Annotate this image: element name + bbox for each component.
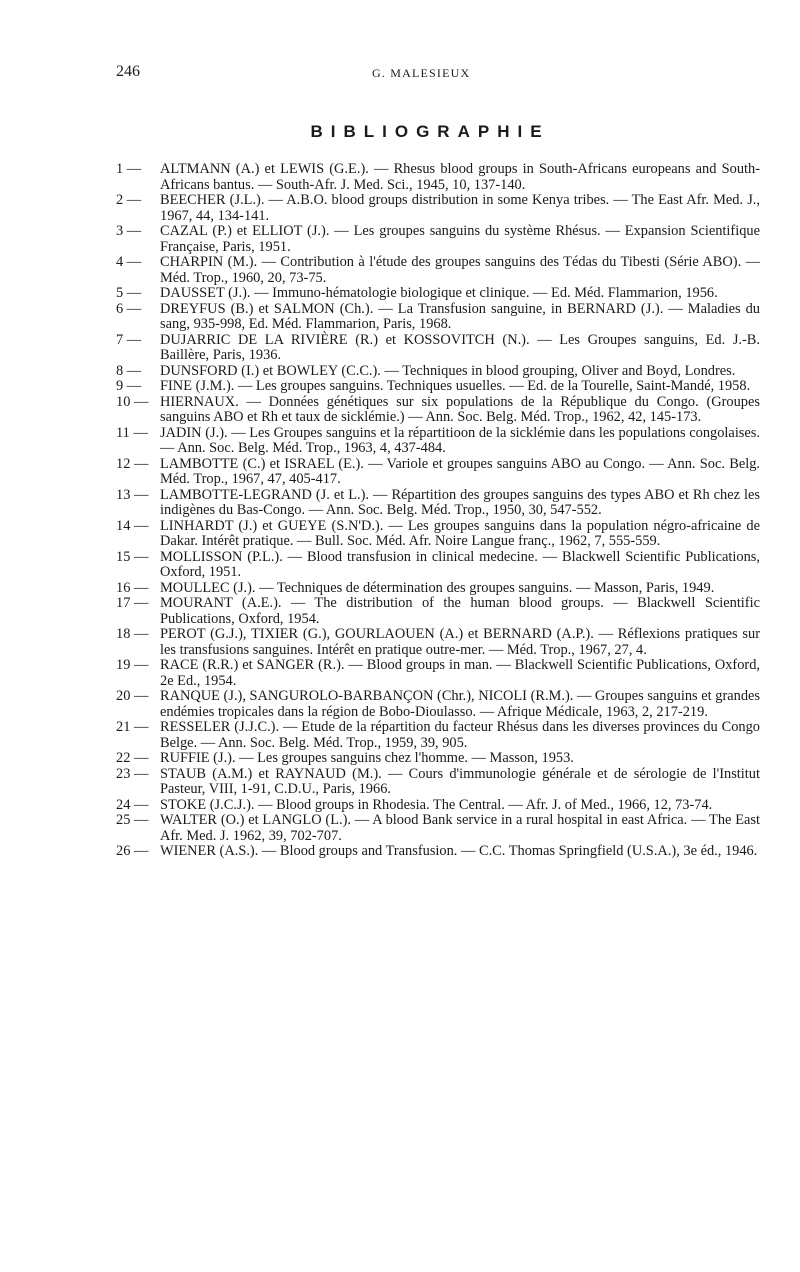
bibliography-entry <box>116 255 760 286</box>
bibliography-entry <box>116 488 760 519</box>
entry-number: 8 — <box>116 362 142 379</box>
entry-text: ALTMANN (A.) et LEWIS (G.E.). — Rhesus blood groups in South-Africans europeans and South-Africans bantus. — South-Afr. J. Med. Sci., 1945, 10, 137-140. <box>160 161 760 193</box>
entry-number: 2 — <box>116 192 142 208</box>
bibliography-entry <box>116 798 760 814</box>
bibliography-entry <box>116 426 760 457</box>
entry-number: 3 — <box>116 223 142 239</box>
entry-text: DUNSFORD (I.) et BOWLEY (C.C.). — Techniques in blood grouping, Oliver and Boyd, Londres. <box>160 362 736 379</box>
entry-text: JADIN (J.). — Les Groupes sanguins et la répartitioon de la sicklémie dans les populations congolaises. — Ann. Soc. Belg. Méd. Trop., 1963, 4, 437-484. <box>160 424 760 456</box>
entry-number: 12 — <box>116 455 149 472</box>
bibliography-entry <box>116 193 760 224</box>
entry-text: WIENER (A.S.). — Blood groups and Transfusion. — C.C. Thomas Springfield (U.S.A.), 3e éd., 1946. <box>160 843 758 859</box>
entry-text: RESSELER (J.J.C.). — Etude de la répartition du facteur Rhésus dans les diverses provinces du Congo Belge. — Ann. Soc. Belg. Méd. Trop., 1959, 39, 905. <box>160 719 760 751</box>
bibliography-entry <box>116 395 760 426</box>
entry-number: 1 — <box>116 161 142 177</box>
bibliography-entry <box>116 364 760 380</box>
bibliography-entry <box>116 689 760 720</box>
bibliography-entry <box>116 519 760 550</box>
entry-number: 25 — <box>116 812 149 828</box>
entry-text: MOLLISSON (P.L.). — Blood transfusion in clinical medecine. — Blackwell Scientific Publications, Oxford, 1951. <box>160 548 760 580</box>
bibliography-entry <box>116 550 760 581</box>
entry-number: 7 — <box>116 331 142 348</box>
entry-text: STOKE (J.C.J.). — Blood groups in Rhodesia. The Central. — Afr. J. of Med., 1966, 12, 73-74. <box>160 796 713 813</box>
entry-text: LAMBOTTE (C.) et ISRAEL (E.). — Variole et groupes sanguins ABO au Congo. — Ann. Soc. Belg. Méd. Trop., 1967, 47, 405-417. <box>160 455 760 487</box>
entry-number: 4 — <box>116 254 142 270</box>
entry-number: 9 — <box>116 378 142 394</box>
bibliography-entry <box>116 813 760 844</box>
bibliography-entry <box>116 379 760 395</box>
entry-number: 6 — <box>116 300 142 317</box>
bibliography-entry <box>116 457 760 488</box>
entry-number: 15 — <box>116 548 149 565</box>
entry-text: DAUSSET (J.). — Immuno-hématologie biologique et clinique. — Ed. Méd. Flammarion, 1956. <box>160 285 718 301</box>
entry-number: 14 — <box>116 517 149 534</box>
entry-text: CAZAL (P.) et ELLIOT (J.). — Les groupes sanguins du système Rhésus. — Expansion Scientifique Française, Paris, 1951. <box>160 223 760 255</box>
entry-number: 23 — <box>116 765 149 782</box>
entry-text: DUJARRIC DE LA RIVIÈRE (R.) et KOSSOVITCH (N.). — Les Groupes sanguins, Ed. J.-B. Baillère, Paris, 1936. <box>160 331 760 363</box>
bibliography-entry <box>116 751 760 767</box>
entry-text: HIERNAUX. — Données génétiques sur six populations de la République du Congo. (Groupes sanguins ABO et Rh et taux de sicklémie.) — Ann. Soc. Belg. Méd. Trop., 1962, 42, 145-173. <box>160 393 760 425</box>
entry-number: 17 — <box>116 595 149 611</box>
entry-number: 13 — <box>116 486 149 503</box>
entry-number: 20 — <box>116 688 149 704</box>
bibliography-entry <box>116 224 760 255</box>
running-header <box>116 63 756 85</box>
entry-number: 5 — <box>116 285 142 301</box>
entry-text: RANQUE (J.), SANGUROLO-BARBANÇON (Chr.), NICOLI (R.M.). — Groupes sanguins et grandes endémies tropicales dans la région de Bobo-Dioulasso. — Afrique Médicale, 1963, 2, 217-219. <box>160 688 760 720</box>
bibliography-entry <box>116 627 760 658</box>
entry-text: CHARPIN (M.). — Contribution à l'étude des groupes sanguins des Tédas du Tibesti (Série ABO). — Méd. Trop., 1960, 20, 73-75. <box>160 254 760 286</box>
entry-text: BEECHER (J.L.). — A.B.O. blood groups distribution in some Kenya tribes. — The East Afr. Med. J., 1967, 44, 134-141. <box>160 192 760 224</box>
entry-number: 22 — <box>116 750 149 766</box>
entry-text: WALTER (O.) et LANGLO (L.). — A blood Bank service in a rural hospital in east Africa. — The East Afr. Med. J. 1962, 39, 702-707. <box>160 812 760 844</box>
bibliography-entry <box>116 333 760 364</box>
entry-text: MOURANT (A.E.). — The distribution of the human blood groups. — Blackwell Scientific Publications, Oxford, 1954. <box>160 595 760 627</box>
entry-number: 21 — <box>116 719 149 735</box>
entry-number: 26 — <box>116 843 149 859</box>
entry-number: 18 — <box>116 626 149 642</box>
entry-text: RUFFIE (J.). — Les groupes sanguins chez l'homme. — Masson, 1953. <box>160 750 574 766</box>
bibliography-entry <box>116 286 760 302</box>
entry-number: 16 — <box>116 579 149 596</box>
bibliography-entry <box>116 720 760 751</box>
entry-number: 11 — <box>116 424 148 441</box>
entry-number: 10 — <box>116 393 149 410</box>
entry-text: FINE (J.M.). — Les groupes sanguins. Techniques usuelles. — Ed. de la Tourelle, Saint-Mandé, 1958. <box>160 378 751 394</box>
bibliography-entry <box>116 302 760 333</box>
entry-text: MOULLEC (J.). — Techniques de détermination des groupes sanguins. — Masson, Paris, 1949. <box>160 579 715 596</box>
bibliography-entry <box>116 658 760 689</box>
entry-text: LAMBOTTE-LEGRAND (J. et L.). — Répartition des groupes sanguins des types ABO et Rh chez les indigènes du Bas-Congo. — Ann. Soc. Belg. Méd. Trop., 1950, 30, 547-552. <box>160 486 760 518</box>
running-title: G. MALESIEUX <box>372 66 471 80</box>
section-title: BIBLIOGRAPHIE <box>310 122 550 141</box>
entry-text: PEROT (G.J.), TIXIER (G.), GOURLAOUEN (A.) et BERNARD (A.P.). — Réflexions pratiques sur les transfusions sanguines. Intérêt en pratique outre-mer. — Méd. Trop., 1967, 27, 4. <box>160 626 760 658</box>
bibliography-entry <box>116 596 760 627</box>
entry-text: DREYFUS (B.) et SALMON (Ch.). — La Transfusion sanguine, in BERNARD (J.). — Maladies du sang, 935-998, Ed. Méd. Flammarion, Paris, 1968. <box>160 300 760 332</box>
entry-text: STAUB (A.M.) et RAYNAUD (M.). — Cours d'immunologie générale et de sérologie de l'Institut Pasteur, VIII, 1-91, C.D.U., Paris, 1966. <box>160 765 760 797</box>
bibliography-entry <box>116 767 760 798</box>
entry-number: 19 — <box>116 657 149 673</box>
entry-text: LINHARDT (J.) et GUEYE (S.N'D.). — Les groupes sanguins dans la population négro-africaine de Dakar. Intérêt pratique. — Bull. Soc. Méd. Afr. Noire Langue franç., 1962, 7, 555-559. <box>160 517 760 549</box>
entry-number: 24 — <box>116 796 149 813</box>
bibliography-entry <box>116 844 760 860</box>
bibliography-entry <box>116 581 760 597</box>
page-number: 246 <box>116 63 140 80</box>
entry-text: RACE (R.R.) et SANGER (R.). — Blood groups in man. — Blackwell Scientific Publications, Oxford, 2e Ed., 1954. <box>160 657 760 689</box>
bibliography-entry <box>116 162 760 193</box>
bibliography-list <box>116 162 760 860</box>
